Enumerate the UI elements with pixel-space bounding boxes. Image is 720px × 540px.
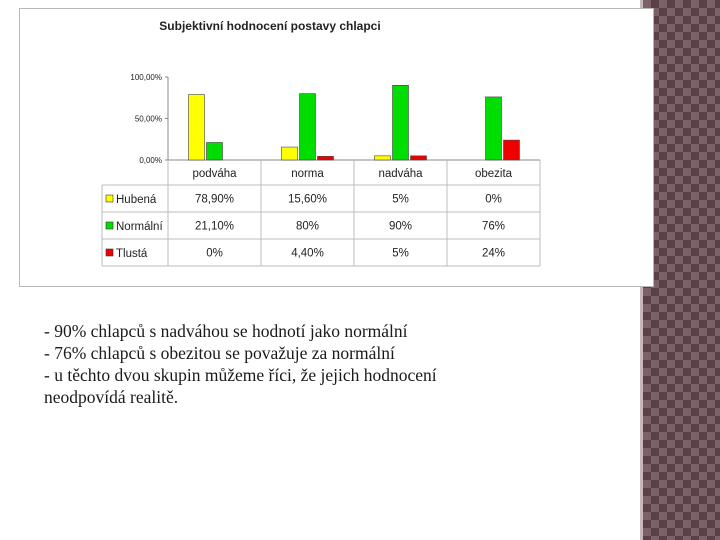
bar (393, 85, 409, 160)
data-label: 21,10% (194, 220, 235, 233)
y-tick-label: 0,00% (139, 156, 162, 165)
category-label: norma (291, 168, 324, 180)
bar (375, 156, 391, 160)
chart-title: Subjektivní hodnocení postavy chlapci (159, 19, 381, 33)
legend-swatch (106, 195, 113, 202)
legend-swatch (106, 249, 113, 256)
bar (318, 156, 334, 160)
data-label: 80% (295, 220, 320, 233)
legend-label: Hubená (116, 194, 157, 206)
bar (189, 95, 205, 160)
data-label: 78,90% (194, 193, 235, 206)
data-label: 76% (481, 220, 506, 233)
bar (282, 147, 298, 160)
data-label: 0% (485, 193, 502, 206)
bar (300, 94, 316, 160)
chart-container (19, 8, 654, 287)
data-table (102, 160, 540, 266)
legend-swatch (106, 222, 113, 229)
bar (486, 97, 502, 160)
data-label: 0% (206, 247, 223, 260)
data-label: 5% (392, 247, 409, 260)
data-label: 24% (481, 247, 506, 260)
chart-bars (189, 85, 520, 160)
category-label: obezita (474, 168, 513, 180)
chart-svg (20, 9, 653, 286)
caption-line: - 76% chlapců s obezitou se považuje za normální (44, 343, 395, 363)
data-label: 5% (392, 193, 409, 206)
data-label: 4,40% (291, 247, 324, 260)
bar (504, 140, 520, 160)
bar (207, 142, 223, 160)
y-tick-label: 100,00% (130, 73, 162, 82)
caption-line: - u těchto dvou skupin můžeme říci, že jejich hodnocení (44, 365, 437, 385)
caption-text (44, 320, 604, 408)
caption-line: neodpovídá realitě. (44, 387, 179, 407)
category-label: podváha (192, 168, 237, 180)
category-label: nadváha (378, 168, 423, 180)
bar (411, 156, 427, 160)
y-tick-label: 50,00% (134, 114, 162, 124)
caption-line: - 90% chlapců s nadváhou se hodnotí jako normální (44, 321, 408, 341)
decorative-pattern-panel (643, 0, 720, 540)
data-label: 15,60% (287, 193, 328, 206)
data-label: 90% (388, 220, 413, 233)
legend-label: Normální (116, 221, 163, 233)
legend-label: Tlustá (116, 248, 148, 260)
